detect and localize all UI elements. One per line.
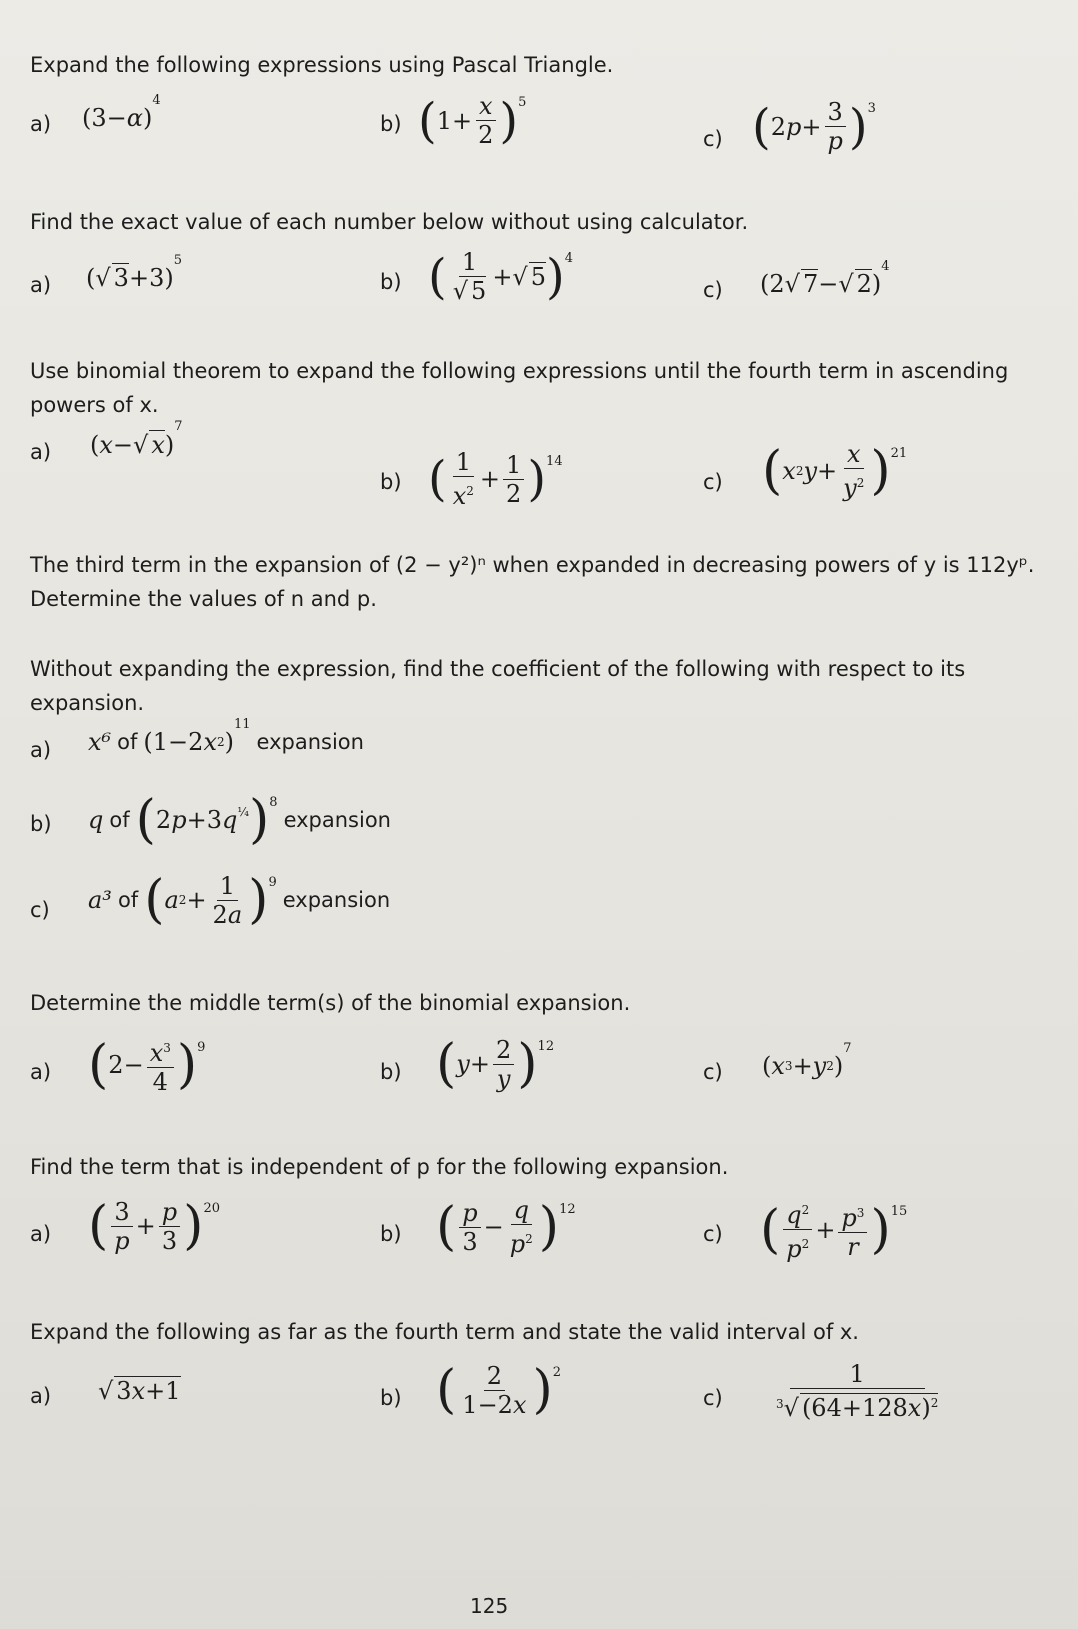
s2-expr-b: ( $\frac{1}{√ 5}$ +√ 5 ) $^4$	[428, 248, 574, 305]
s3-label-b: b)	[380, 470, 402, 494]
s5-label-b: b)	[30, 812, 52, 836]
s5-expr-c: a³ of ( a 2 + $\frac{1}{2a}$ ) $^9$ expansion	[88, 870, 391, 930]
s1-expr-a: ( 3 −α ) $^4$	[82, 92, 161, 132]
s2-label-b: b)	[380, 270, 402, 294]
s1-label-c: c)	[703, 127, 723, 151]
s5-target-a: x⁶	[88, 728, 112, 756]
s5-target-c: a³	[88, 886, 112, 914]
section-3-heading: Use binomial theorem to expand the following expressions until the fourth term in ascending powers of x.	[30, 359, 1009, 417]
section-4-heading: The third term in the expansion of (2 − y²)ⁿ when expanded in decreasing powers of y is 112yᵖ. Determine the values of n and p.	[30, 553, 1035, 611]
s8-expr-b: ( $\frac{2}{1-2x}$ ) $^2$	[436, 1360, 562, 1420]
s7-expr-c: ( $\frac{q^2}{p^2}$ + $\frac{p^3}{r}$ ) $^{15}$	[760, 1196, 907, 1263]
s6-label-b: b)	[380, 1060, 402, 1084]
s8-label-a: a)	[30, 1384, 52, 1408]
s6-label-c: c)	[703, 1060, 723, 1084]
section-5-heading: Without expanding the expression, find the coefficient of the following with respect to its expansion.	[30, 657, 966, 715]
section-2-heading: Find the exact value of each number below without using calculator.	[30, 210, 749, 234]
s1-label-a: a)	[30, 112, 52, 136]
s3-expr-c: ( x 2 y+ $\frac{x}{y^2}$ ) $^{21}$	[762, 440, 908, 502]
s1-expr-c: ( 2 p+ $\frac{3}{p}$ ) $^3$	[752, 98, 876, 155]
s8-expr-a: √ 3x+1	[98, 1376, 181, 1405]
s5-target-b: q	[88, 806, 104, 834]
s1-expr-b: ( 1 + $\frac{x}{2}$ ) $^5$	[418, 92, 527, 149]
s6-expr-b: ( y+ $\frac{2}{y}$ ) $^{12}$	[436, 1034, 555, 1094]
s3-label-a: a)	[30, 440, 52, 464]
s8-label-c: c)	[703, 1386, 723, 1410]
s6-expr-c: ( x 3 +y 2 ) $^7$	[762, 1040, 852, 1080]
s3-expr-a: ( x− √ x ) $^7$	[90, 419, 183, 459]
s8-expr-c: $\frac{1}{^3√ (64+128x)^2}$	[776, 1360, 939, 1422]
section-8-heading: Expand the following as far as the fourth term and state the valid interval of x.	[30, 1320, 859, 1344]
s2-expr-a: ( √ 3+3 ) $^5$	[86, 252, 182, 292]
s5-expr-a: x⁶ of ( 1−2 x 2 ) $^{11}$ expansion	[88, 716, 364, 756]
s6-expr-a: ( 2 − $\frac{x^3}{4}$ ) $^9$	[88, 1035, 206, 1096]
s2-label-c: c)	[703, 278, 723, 302]
s7-expr-b: ( $\frac{p}{3}$ − $\frac{q}{p^2}$ ) $^{12}$	[436, 1196, 576, 1258]
s7-label-b: b)	[380, 1222, 402, 1246]
s7-expr-a: ( $\frac{3}{p}$ + $\frac{p}{3}$ ) $^{20}$	[88, 1196, 220, 1256]
section-6-heading: Determine the middle term(s) of the binomial expansion.	[30, 991, 631, 1015]
s8-label-b: b)	[380, 1386, 402, 1410]
section-1-heading: Expand the following expressions using Pascal Triangle.	[30, 53, 614, 77]
s7-label-c: c)	[703, 1222, 723, 1246]
s5-label-a: a)	[30, 738, 52, 762]
page-number: 125	[470, 1594, 509, 1618]
s1-label-b: b)	[380, 112, 402, 136]
s2-expr-c: ( 2√ 7−√ 2 ) $^4$	[760, 258, 890, 298]
s3-label-c: c)	[703, 470, 723, 494]
section-7-heading: Find the term that is independent of p for the following expansion.	[30, 1155, 729, 1179]
s5-expr-b: q of ( 2 p+ 3 q $^{\frac{1}{4}}$ ) $^8$ expansion	[88, 790, 391, 850]
s3-expr-b: ( $\frac{1}{x^2}$ + $\frac{1}{2}$ ) $^{14}$	[428, 448, 563, 510]
s2-label-a: a)	[30, 273, 52, 297]
s7-label-a: a)	[30, 1222, 52, 1246]
s6-label-a: a)	[30, 1060, 52, 1084]
s5-label-c: c)	[30, 898, 50, 922]
